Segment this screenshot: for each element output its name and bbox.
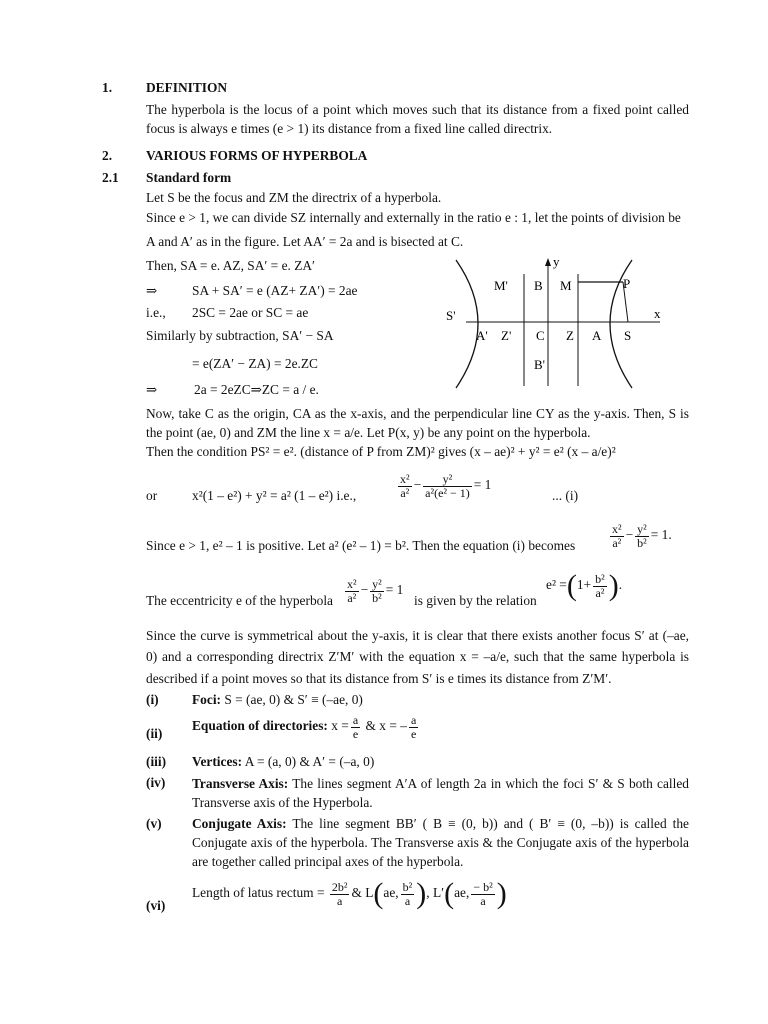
label-z-prime: Z' <box>501 328 512 343</box>
text-line: is given by the relation <box>414 593 537 608</box>
section-1-title: DEFINITION <box>146 80 228 95</box>
equation-eccentricity: e² =(1+ $\frac{\text{b²}}{\text{a²}}$ ). <box>546 569 623 602</box>
item-foci: Foci: S = (ae, 0) & S′ ≡ (–ae, 0) <box>192 692 363 707</box>
label-m-prime: M' <box>494 278 508 293</box>
text-line: Let S be the focus and ZM the directrix of a hyperbola. <box>146 190 442 205</box>
text-line: Then the condition PS² = e². (distance of P from ZM)² gives (x – ae)² + y² = e² (x – a/e)² <box>146 444 616 459</box>
item-conjugate-axis: Conjugate Axis: The line segment BB′ ( B ≡ (0, b)) and ( B′ ≡ (0, –b)) is called the Conjugate axis of the hyperbola. The Transverse axis & the Conjugate axis of the hyperbola are together called principal axes of the hyperbola. <box>192 816 689 869</box>
item-number: (ii) <box>146 726 163 741</box>
label-s-prime: S' <box>446 308 456 323</box>
hyperbola-figure <box>438 256 678 396</box>
label-p: P <box>623 276 631 291</box>
equation-standard: $\frac{\text{x²}}{\text{a²}}$ − $\frac{\text{y²}}{\text{b²}}$ = 1. <box>612 522 672 550</box>
section-21-title: Standard form <box>146 170 232 185</box>
text-or: or <box>146 488 158 503</box>
text-line: i.e., <box>146 305 166 320</box>
text-line: 2SC = 2ae or SC = ae <box>192 305 309 320</box>
section-2-title: VARIOUS FORMS OF HYPERBOLA <box>146 148 368 163</box>
paragraph: Now, take C as the origin, CA as the x-axis, and the perpendicular line CY as the y-axis. Then, S is the point (ae, 0) and ZM the line x = a/e. Let P(x, y) be any point on the hyperbola. <box>146 406 689 441</box>
label-y: y <box>553 256 560 269</box>
equation-hyperbola: $\frac{\text{x²}}{\text{a²}}$ − $\frac{\text{y²}}{\text{b²}}$ = 1 <box>347 577 404 605</box>
section-21-number: 2.1 <box>102 170 119 185</box>
item-transverse-axis: Transverse Axis: The lines segment A′A of length 2a in which the foci S′ & S both called Transverse axis of the Hyperbola. <box>192 776 689 811</box>
label-c: C <box>536 328 545 343</box>
equation-i: $\frac{\text{x²}}{\text{a²}}$ − $\frac{\text{y²}}{\text{a²(e² − 1)}}$ = 1 <box>400 472 492 500</box>
text-line: = e(ZA′ − ZA) = 2e.ZC <box>192 356 318 371</box>
text-line: The eccentricity e of the hyperbola <box>146 593 334 608</box>
label-b-prime: B' <box>534 357 546 372</box>
label-b: B <box>534 278 543 293</box>
definition-paragraph: The hyperbola is the locus of a point which moves such that its distance from a fixed point called focus is always e times (e > 1) its distance from a fixed line called directrix. <box>146 102 689 137</box>
label-a-prime: A' <box>476 328 488 343</box>
text-line: Then, SA = e. AZ, SA′ = e. ZA′ <box>146 258 315 273</box>
left-branch <box>456 260 478 388</box>
item-number: (i) <box>146 692 159 707</box>
text-line: Since e > 1, we can divide SZ internally and externally in the ratio e : 1, let the points of division be <box>146 210 681 225</box>
y-axis-arrow <box>545 258 551 266</box>
text-line: 2a = 2eZC⇒ZC = a / e. <box>194 382 319 397</box>
label-x: x <box>654 306 661 321</box>
equation-ref: ... (i) <box>552 488 579 503</box>
implies-symbol: ⇒ <box>146 283 158 298</box>
text-line: Similarly by subtraction, SA′ − SA <box>146 328 334 343</box>
label-a: A <box>592 328 602 343</box>
section-2-number: 2. <box>102 148 113 163</box>
implies-symbol: ⇒ <box>146 382 158 397</box>
item-latus-rectum: Length of latus rectum = $\frac{\text{2b²}}{a}$ & L(ae, $\frac{\text{b²}}{a}$ ), L′(ae, $\frac{\text{− b²}}{a}$ ) <box>192 877 507 910</box>
label-m: M <box>560 278 572 293</box>
paragraph: Since the curve is symmetrical about the y-axis, it is clear that there exists another focus S′ at (–ae, 0) and a corresponding directrix Z′M′ with the equation x = –a/e, such that the same hyperbola is described if a point moves so that its distance from S′ is e times its distance from Z′M′. <box>146 628 689 686</box>
text-line: A and A′ as in the figure. Let AA′ = 2a and is bisected at C. <box>146 234 464 249</box>
item-vertices: Vertices: A = (a, 0) & A′ = (–a, 0) <box>192 754 375 769</box>
text-line: SA + SA′ = e (AZ+ ZA′) = 2ae <box>192 283 358 298</box>
label-s: S <box>624 328 632 343</box>
item-number: (iv) <box>146 775 166 790</box>
label-z: Z <box>566 328 574 343</box>
item-directrices: Equation of directories: x = $\frac{a}{e}$ & x = – $\frac{a}{e}$ <box>192 713 417 741</box>
text-line: Since e > 1, e² – 1 is positive. Let a² (e² – 1) = b². Then the equation (i) becomes <box>146 538 576 553</box>
item-number: (vi) <box>146 898 166 913</box>
equation-line: x²(1 – e²) + y² = a² (1 – e²) i.e., <box>192 488 357 503</box>
item-number: (iii) <box>146 754 167 769</box>
section-1-number: 1. <box>102 80 113 95</box>
item-number: (v) <box>146 816 162 831</box>
